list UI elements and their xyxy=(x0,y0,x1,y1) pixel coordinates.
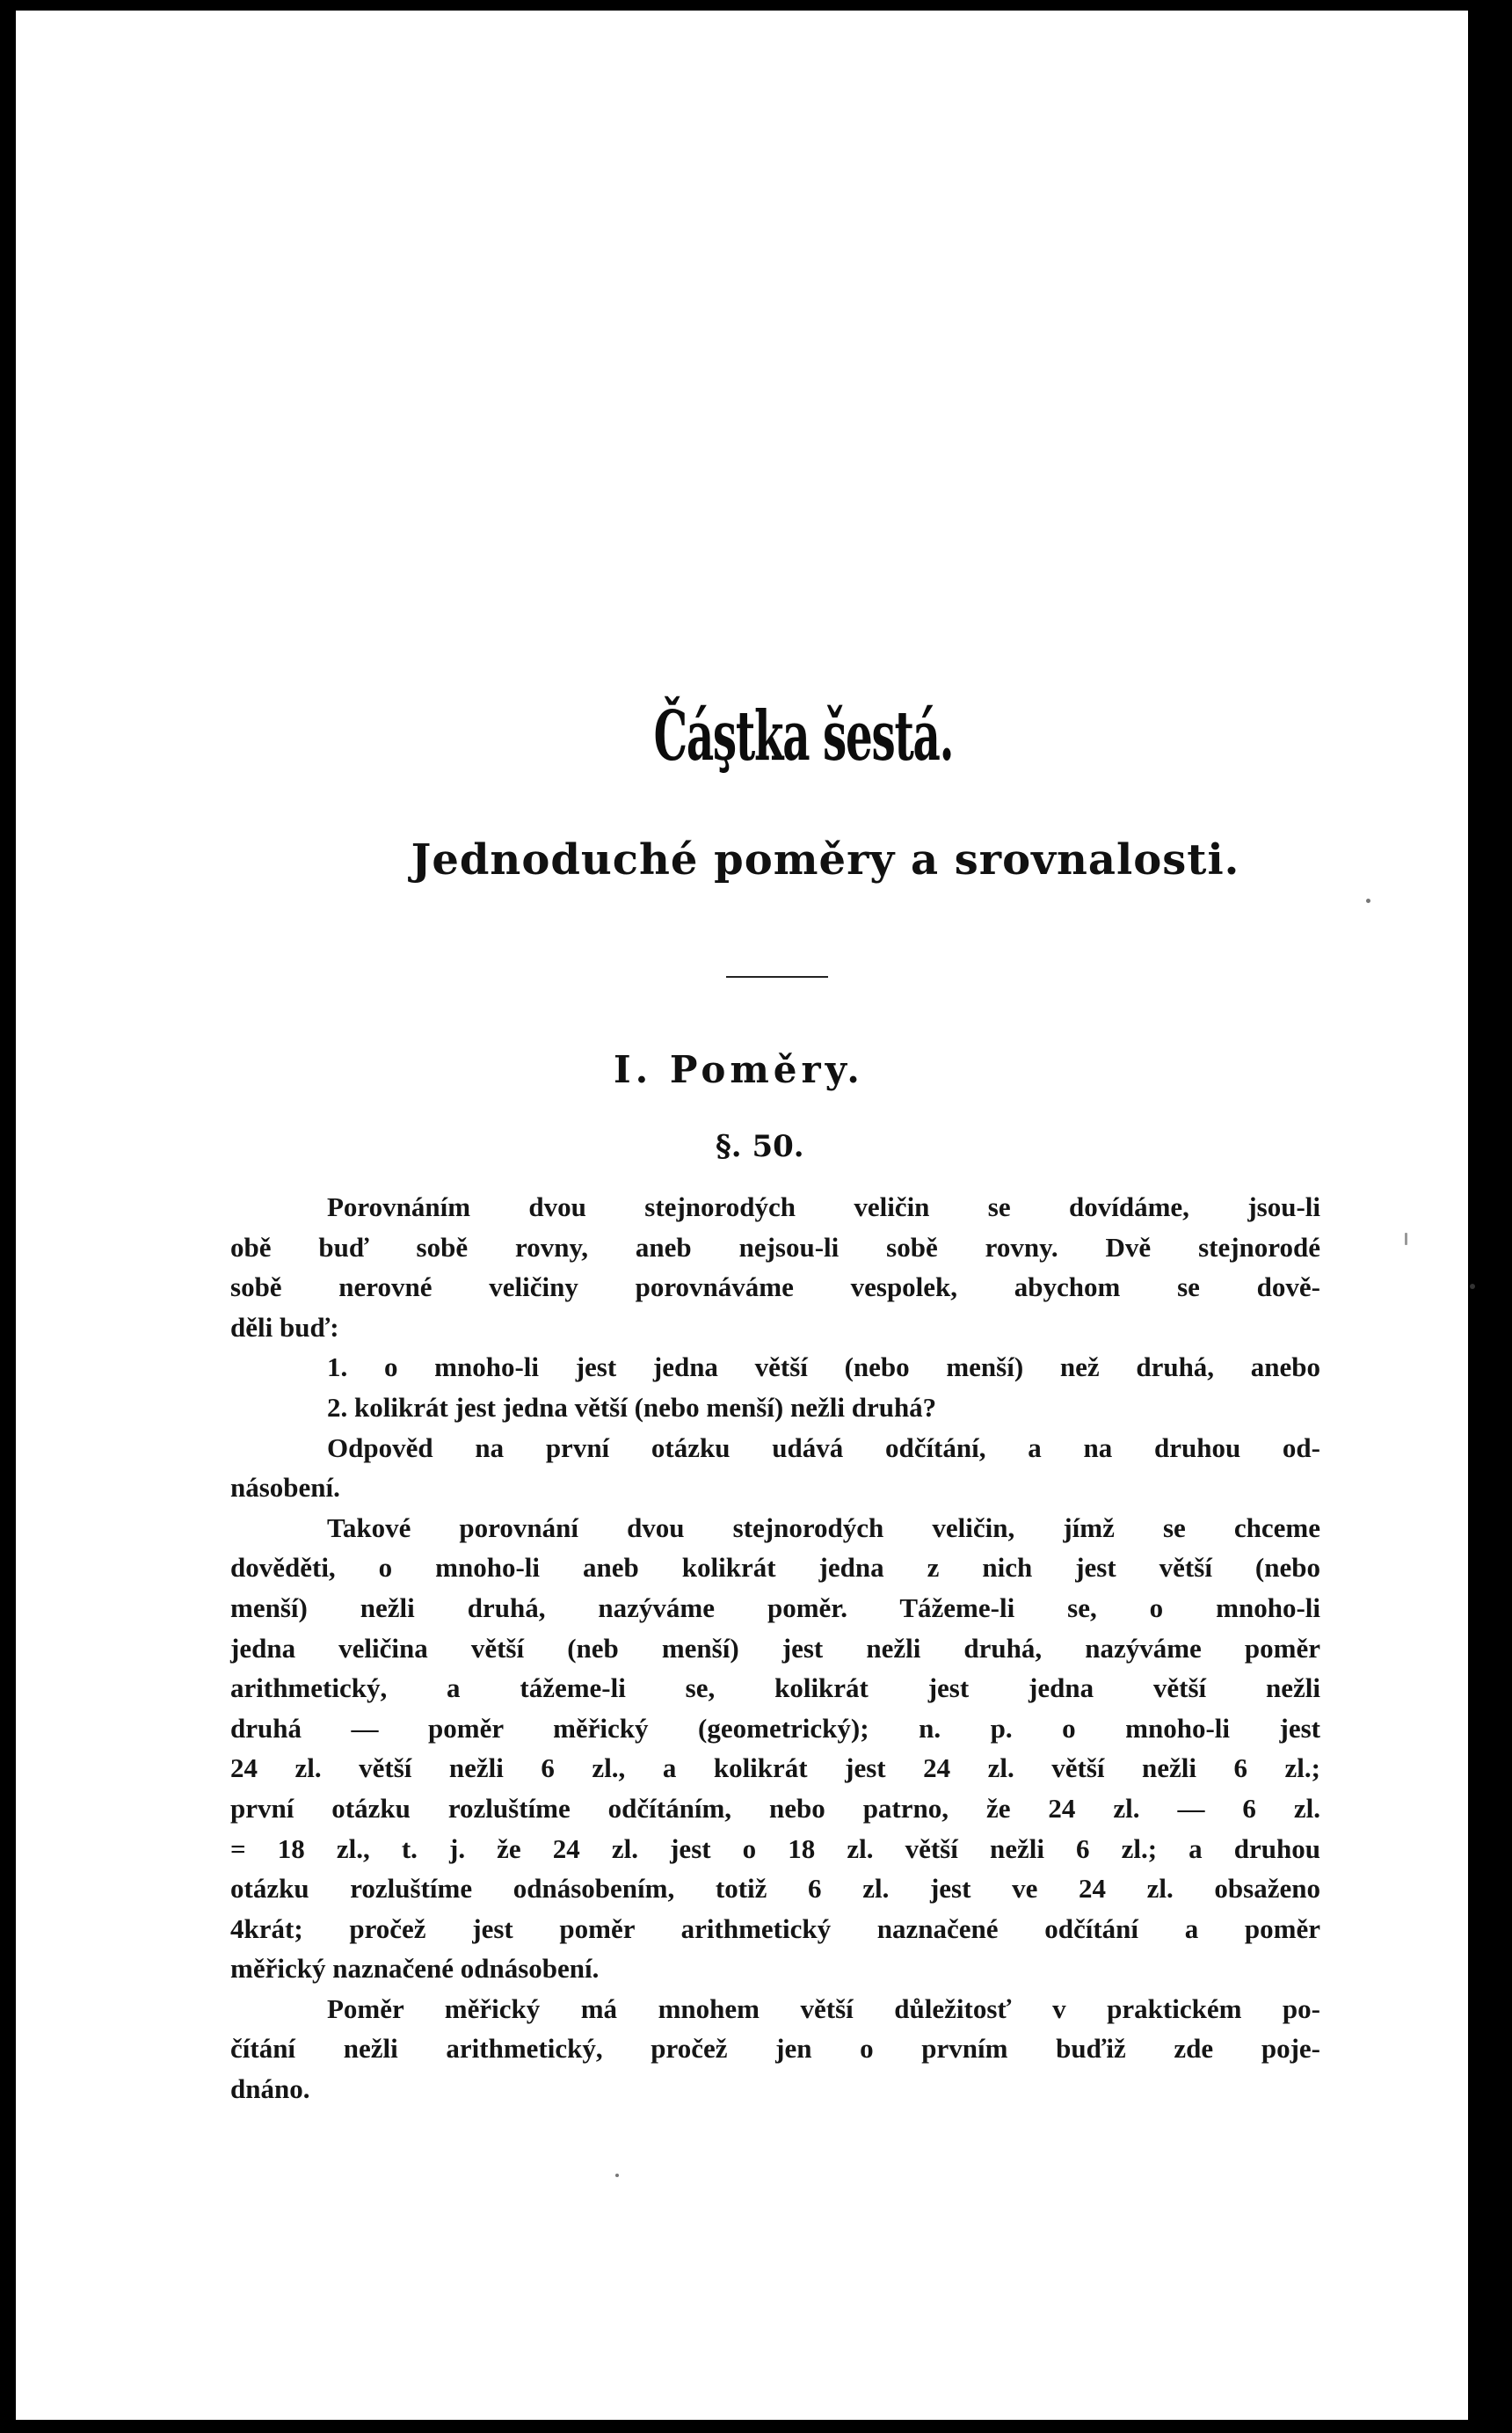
text-line: Takové porovnání dvou stejnorodých veličin, jímž se chceme xyxy=(327,1512,1320,1543)
print-speck xyxy=(1366,899,1370,903)
text-line: Poměr měřický má mnohem větší důležitosť v praktickém po- xyxy=(327,1992,1320,2024)
text-line: druhá — poměr měřický (geometrický); n. p. o mnoho-li jest xyxy=(230,1712,1320,1744)
text-line: 1. o mnoho-li jest jedna větší (nebo menší) než druhá, anebo xyxy=(327,1351,1320,1383)
chapter-subtitle: Jednoduché poměry a srovnalosti. xyxy=(411,835,1240,885)
text-line: jedna veličina větší (neb menší) jest nežli druhá, nazýváme poměr xyxy=(230,1632,1320,1664)
text-line: 2. kolikrát jest jedna větší (nebo menší) nežli druhá? xyxy=(327,1391,937,1423)
title-divider xyxy=(726,976,828,978)
book-page xyxy=(16,11,1468,2420)
text-line: první otázku rozluštíme odčítáním, nebo patrno, že 24 zl. — 6 zl. xyxy=(230,1792,1320,1824)
text-line: násobení. xyxy=(230,1472,340,1504)
text-line: děli buď: xyxy=(230,1311,339,1343)
text-line: měřický naznačené odnásobení. xyxy=(230,1953,600,1985)
print-speck xyxy=(1470,1284,1475,1289)
print-speck xyxy=(615,2174,619,2177)
part-title: Čáştka šestá. xyxy=(653,696,954,776)
text-line: 24 zl. větší nežli 6 zl., a kolikrát jest 24 zl. větší nežli 6 zl.; xyxy=(230,1752,1320,1784)
text-line: dověděti, o mnoho-li aneb kolikrát jedna z nich jest větší (nebo xyxy=(230,1552,1320,1584)
paragraph-number: §. 50. xyxy=(716,1129,804,1164)
text-line: arithmetický, a tážeme-li se, kolikrát jest jedna větší nežli xyxy=(230,1672,1320,1704)
text-line: = 18 zl., t. j. že 24 zl. jest o 18 zl. větší nežli 6 zl.; a druhou xyxy=(230,1832,1320,1864)
text-line: Porovnáním dvou stejnorodých veličin se dovídáme, jsou-li xyxy=(327,1191,1320,1222)
text-line: obě buď sobě rovny, aneb nejsou-li sobě rovny. Dvě stejnorodé xyxy=(230,1231,1320,1263)
text-line: 4krát; pročež jest poměr arithmetický naznačené odčítání a poměr xyxy=(230,1912,1320,1944)
text-line: menší) nežli druhá, nazýváme poměr. Tážeme-li se, o mnoho-li xyxy=(230,1592,1320,1623)
section-heading: I. Poměry. xyxy=(614,1048,864,1091)
body-text xyxy=(230,1187,1320,2109)
text-line: čítání nežli arithmetický, pročež jen o prvním buďiž zde poje- xyxy=(230,2033,1320,2065)
text-line: otázku rozluštíme odnásobením, totiž 6 zl. jest ve 24 zl. obsaženo xyxy=(230,1873,1320,1905)
text-line: dnáno. xyxy=(230,2073,310,2105)
text-line: sobě nerovné veličiny porovnáváme vespolek, abychom se dově- xyxy=(230,1271,1320,1303)
print-speck xyxy=(1405,1233,1407,1245)
text-line: Odpověd na první otázku udává odčítání, a na druhou od- xyxy=(327,1431,1320,1463)
